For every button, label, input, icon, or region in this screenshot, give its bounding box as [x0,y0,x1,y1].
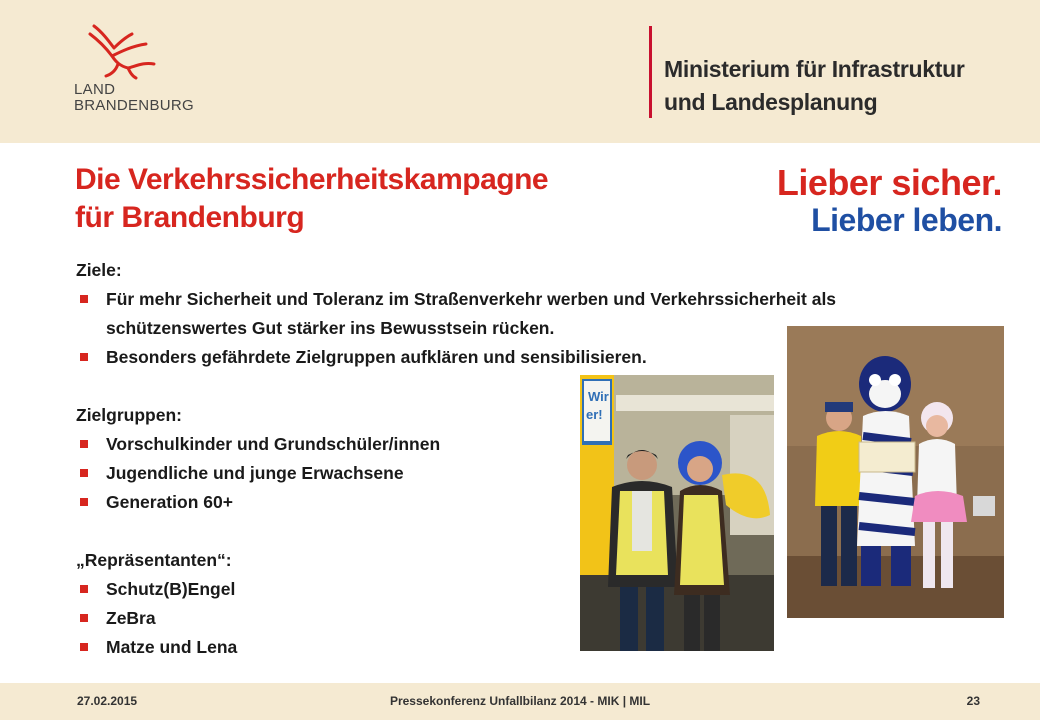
campaign-slogan-logo [750,162,1012,238]
list-item-text: Für mehr Sicherheit und Toleranz im Straßenverkehr werben und Verkehrssicherheit als schützenswertes Gut stärker ins Bewusstsein rücken. [106,289,837,338]
bullet-square-icon [80,295,88,303]
goals-heading: Ziele: [76,260,122,280]
bullet-square-icon [80,585,88,593]
red-eagle-icon [88,22,158,80]
page-number: 23 [966,694,980,708]
slide-footer [0,683,1040,720]
slide-title-line-2: für Brandenburg [75,201,305,234]
logo-text-land: LAND [74,81,116,98]
slogan-line-2: Lieber leben. [811,202,1002,238]
bullet-square-icon [80,614,88,622]
gas-station-sign-line-1: Wir [588,389,609,404]
list-item-text: Jugendliche und junge Erwachsene [106,463,404,483]
bullet-square-icon [80,469,88,477]
slide-title-line-1: Die Verkehrssicherheitskampagne [75,163,549,196]
bullet-square-icon [80,498,88,506]
logo-wordmark [74,82,194,114]
list-item-text: ZeBra [106,608,156,628]
slide-header [0,0,1040,143]
list-item-text: Generation 60+ [106,492,233,512]
list-item [76,633,956,662]
bullet-square-icon [80,440,88,448]
ministry-line-2: und Landesplanung [664,89,878,115]
list-item-text: Vorschulkinder und Grundschüler/innen [106,434,441,454]
logo-text-brandenburg: BRANDENBURG [74,97,194,114]
header-divider [649,26,652,118]
bullet-square-icon [80,643,88,651]
photo-zebra-mascot [787,326,1004,618]
slogan-line-1: Lieber sicher. [776,162,1002,203]
bullet-square-icon [80,353,88,361]
land-brandenburg-logo [70,22,200,122]
list-item-text: Matze und Lena [106,637,238,657]
photo-schutzengel-gas-station [580,375,774,651]
representatives-heading: „Repräsentanten“: [76,550,232,570]
slide-title [75,161,635,237]
footer-title: Pressekonferenz Unfallbilanz 2014 - MIK | MIL [389,694,651,708]
gas-station-sign-line-2: er! [586,407,603,422]
ministry-line-1: Ministerium für Infrastruktur [664,56,965,82]
footer-date: 27.02.2015 [77,694,138,708]
list-item-text: Besonders gefährdete Zielgruppen aufklären und sensibilisieren. [106,347,647,367]
target-groups-heading: Zielgruppen: [76,405,182,425]
list-item-text: Schutz(B)Engel [106,579,236,599]
ministry-name [664,53,1024,119]
